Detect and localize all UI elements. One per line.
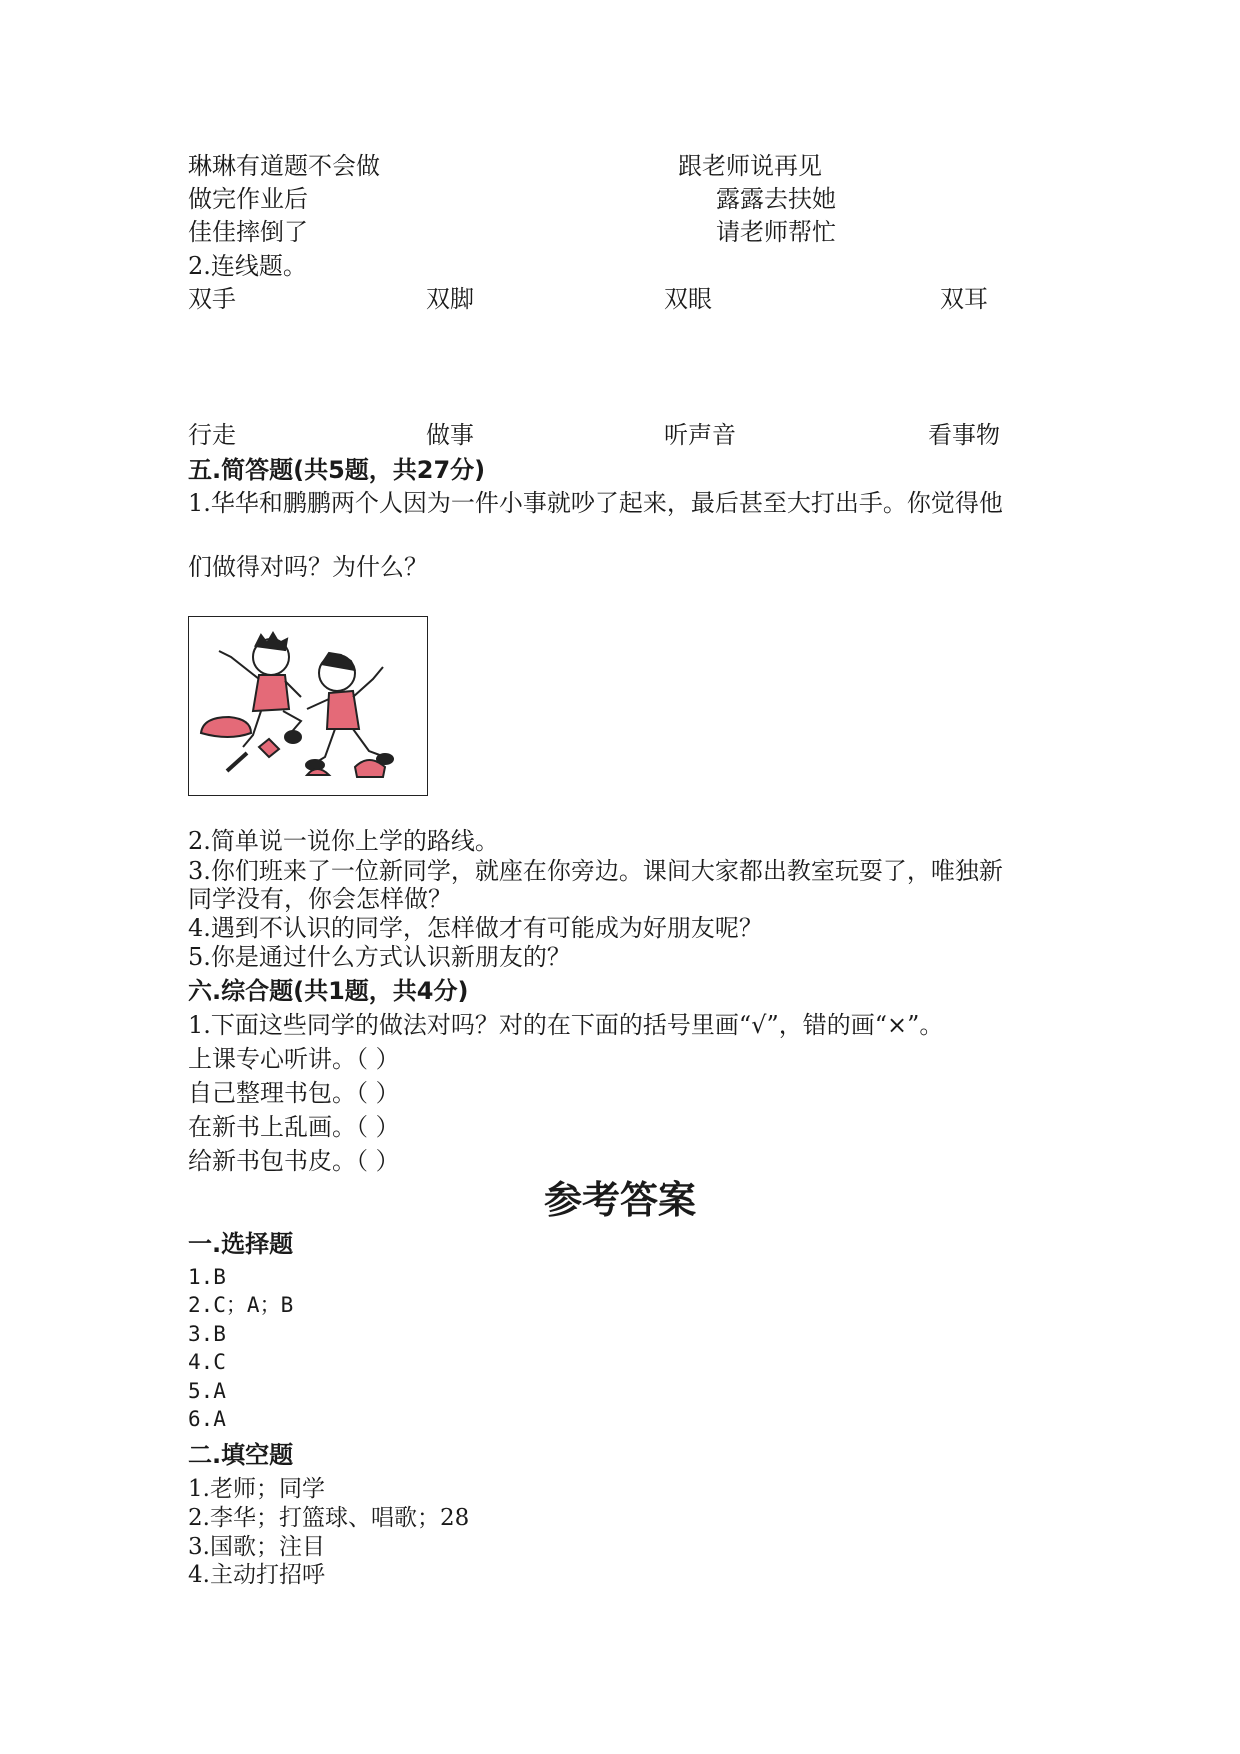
q2-top-3: 双眼 [664,285,712,313]
answer-item: 1.B [188,1265,226,1289]
fighting-children-illustration [188,616,428,796]
match-right-3: 请老师帮忙 [716,218,836,246]
q2-bottom-4: 看事物 [928,421,1000,449]
section5-q3-line2: 同学没有，你会怎样做？ [188,885,452,913]
q2-bottom-1: 行走 [188,421,236,449]
answer-item: 4.C [188,1350,226,1374]
answer-item: 2.C；A；B [188,1293,294,1317]
answer-item: 4.主动打招呼 [188,1562,325,1588]
answer-item: 6.A [188,1407,226,1431]
section6-item-3: 在新书上乱画。（ ） [188,1113,400,1141]
section6-q1: 1.下面这些同学的做法对吗？对的在下面的括号里画“√”，错的画“×”。 [188,1011,944,1039]
answers-part1-heading: 一.选择题 [188,1230,294,1258]
q2-bottom-3: 听声音 [664,421,736,449]
answer-item: 3.国歌；注目 [188,1534,325,1560]
answer-item: 5.A [188,1379,226,1403]
section5-q5: 5.你是通过什么方式认识新朋友的？ [188,943,571,971]
q2-top-2: 双脚 [426,285,474,313]
q2-bottom-2: 做事 [426,421,474,449]
q2-top-1: 双手 [188,285,236,313]
answer-item: 3.B [188,1322,226,1346]
match-left-1: 琳琳有道题不会做 [188,152,380,180]
match-right-1: 跟老师说再见 [678,152,822,180]
answer-item: 1.老师；同学 [188,1476,325,1502]
section5-q4: 4.遇到不认识的同学，怎样做才有可能成为好朋友呢？ [188,914,763,942]
q2-top-4: 双耳 [940,285,988,313]
match-left-3: 佳佳摔倒了 [188,218,308,246]
section5-q3-line1: 3.你们班来了一位新同学，就座在你旁边。课间大家都出教室玩耍了，唯独新 [188,857,1003,885]
section6-item-2: 自己整理书包。（ ） [188,1079,400,1107]
match-left-2: 做完作业后 [188,185,308,213]
section5-q1-line1: 1.华华和鹏鹏两个人因为一件小事就吵了起来，最后甚至大打出手。你觉得他 [188,489,1003,517]
match-right-2: 露露去扶她 [716,185,836,213]
section6-heading: 六.综合题(共1题，共4分) [188,977,469,1005]
section6-item-4: 给新书包书皮。（ ） [188,1147,400,1175]
section6-item-1: 上课专心听讲。（ ） [188,1045,400,1073]
section5-heading: 五.简答题(共5题，共27分) [188,456,486,484]
q2-title: 2.连线题。 [188,252,307,280]
answers-title: 参考答案 [543,1178,696,1222]
section5-q1-line2: 们做得对吗？为什么？ [188,553,428,581]
answer-item: 2.李华；打篮球、唱歌；28 [188,1505,470,1531]
section5-q2: 2.简单说一说你上学的路线。 [188,827,499,855]
answers-part2-heading: 二.填空题 [188,1441,294,1469]
